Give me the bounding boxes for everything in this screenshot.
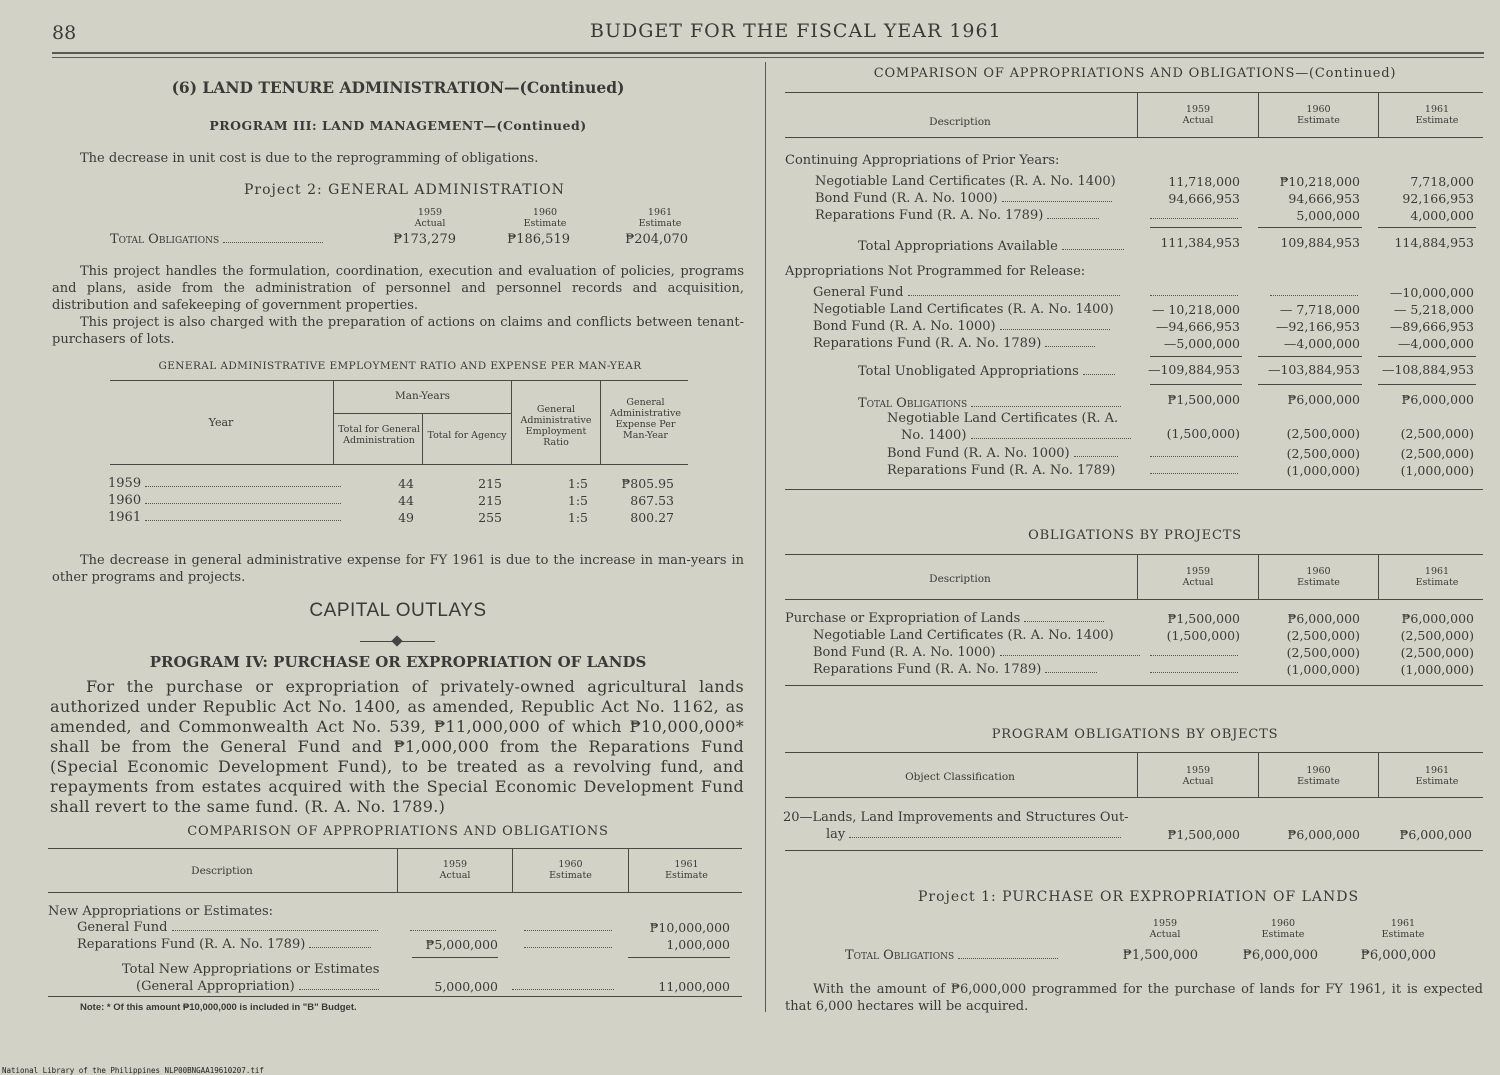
- page-title: BUDGET FOR THE FISCAL YEAR 1961: [590, 20, 1002, 42]
- p1-col-1960: 1960 Estimate: [1261, 918, 1305, 940]
- by-objects-h-desc: Object Classification: [905, 771, 1015, 783]
- decrease-note: The decrease in general administrative expense for FY 1961 is due to the increase in man-years in other programs and projects.: [52, 553, 744, 585]
- left-comp-row-blank: [410, 930, 496, 931]
- right-notprog-row-blank: [1270, 295, 1358, 296]
- left-comparison-title: COMPARISON OF APPROPRIATIONS AND OBLIGATIONS: [187, 824, 609, 839]
- right-comp-h-1960: 1960 Estimate: [1297, 104, 1340, 126]
- program4-title: PROGRAM IV: PURCHASE OR EXPROPRIATION OF LANDS: [149, 653, 647, 671]
- left-comp-total-label-2: (General Appropriation): [136, 979, 379, 994]
- header-rule-thin: [52, 57, 1484, 58]
- capital-outlays-heading: CAPITAL OUTLAYS: [309, 600, 487, 621]
- right-cont-row-value: 4,000,000: [1410, 208, 1474, 223]
- right-cont-row-label: Reparations Fund (R. A. No. 1789): [815, 208, 1099, 223]
- ratio-row-expense: ₱805.95: [621, 476, 674, 491]
- scan-footer: National Library of the Philippines NLP00BNGAA19610207.tif: [2, 1066, 264, 1075]
- right-cont-row-label: Negotiable Land Certificates (R. A. No. 1400): [815, 174, 1116, 189]
- ratio-row-year: 1959: [108, 476, 341, 491]
- by-projects-row-value: (2,500,000): [1400, 628, 1474, 643]
- by-projects-row-label: Bond Fund (R. A. No. 1000): [813, 645, 1140, 660]
- left-comp-sum-rule-1: [412, 957, 498, 958]
- left-comp-row-value: ₱5,000,000: [425, 937, 498, 952]
- by-projects-h-1961: 1961 Estimate: [1415, 566, 1459, 588]
- ratio-vline-4: [600, 381, 601, 464]
- p1-total-label: Total Obligations: [845, 948, 1058, 963]
- column-divider: [765, 62, 766, 1012]
- right-notprog-row-value: —89,666,953: [1389, 319, 1474, 334]
- header-rule: [52, 52, 1484, 54]
- by-objects-row-label-1: 20—Lands, Land Improvements and Structures Out-: [783, 810, 1129, 825]
- right-oblig-row-label: Negotiable Land Certificates (R. A.: [887, 411, 1119, 426]
- right-cont-row-value: 94,666,953: [1168, 191, 1240, 206]
- left-comp-h-1959: 1959 Actual: [439, 859, 471, 881]
- right-oblig-row-blank: [1150, 456, 1238, 457]
- left-comp-row-blank: [524, 947, 612, 948]
- project2-title: Project 2: GENERAL ADMINISTRATION: [244, 182, 565, 198]
- right-avail-rule-2: [1258, 227, 1362, 228]
- right-cont-row-blank: [1150, 218, 1238, 219]
- p1-value-1960: ₱6,000,000: [1242, 948, 1318, 963]
- by-projects-row-label: Reparations Fund (R. A. No. 1789): [813, 662, 1097, 677]
- ratio-vline-2: [422, 414, 423, 464]
- right-unob-rule-2: [1258, 356, 1362, 357]
- ratio-row-ratio: 1:5: [567, 493, 588, 508]
- by-projects-bottom-rule: [785, 685, 1483, 686]
- right-oblig-row-label-cont: No. 1400): [901, 428, 1131, 443]
- budget-note: Note: * Of this amount ₱10,000,000 is included in "B" Budget.: [80, 1002, 357, 1013]
- right-unobligated-1959: —109,884,953: [1147, 362, 1240, 377]
- right-cont-row-value: 94,666,953: [1288, 191, 1360, 206]
- right-cont-row-value: ₱10,218,000: [1279, 174, 1360, 189]
- right-obligations-label: Total Obligations: [858, 396, 1121, 411]
- right-obligations-1960: ₱6,000,000: [1287, 392, 1360, 407]
- ratio-table-title: GENERAL ADMINISTRATIVE EMPLOYMENT RATIO AND EXPENSE PER MAN-YEAR: [158, 360, 642, 372]
- right-notprog-row-value: —10,000,000: [1389, 285, 1474, 300]
- right-unobligated-label: Total Unobligated Appropriations: [858, 364, 1115, 379]
- right-notprog-row-value: — 10,218,000: [1151, 302, 1240, 317]
- p1-value-1959: ₱1,500,000: [1122, 948, 1198, 963]
- p2-col-1961: 1961 Estimate: [638, 207, 682, 229]
- ratio-h-man-years: Man-Years: [394, 390, 451, 402]
- ratio-vline-3: [511, 381, 512, 464]
- right-comp-bottom-rule: [785, 489, 1483, 490]
- left-comp-section: New Appropriations or Estimates:: [48, 904, 273, 919]
- ratio-row-agency: 215: [478, 493, 502, 508]
- by-objects-title: PROGRAM OBLIGATIONS BY OBJECTS: [991, 727, 1279, 742]
- right-avail-rule-1: [1150, 227, 1242, 228]
- left-comp-row-value: 1,000,000: [666, 937, 730, 952]
- p2-total-label: Total Obligations: [110, 232, 323, 247]
- right-cont-row-value: 92,166,953: [1402, 191, 1474, 206]
- by-projects-row-value: ₱6,000,000: [1401, 611, 1474, 626]
- right-notprog-row-value: —4,000,000: [1283, 336, 1360, 351]
- ratio-row-ratio: 1:5: [567, 510, 588, 525]
- right-oblig-rule-2: [1258, 384, 1362, 385]
- right-total-avail-1961: 114,884,953: [1394, 235, 1474, 250]
- right-notprog-row-label: Negotiable Land Certificates (R. A. No. 1400): [813, 302, 1114, 317]
- p2-value-1961: ₱204,070: [625, 232, 688, 247]
- right-avail-rule-3: [1378, 227, 1476, 228]
- left-comp-row-label: General Fund: [77, 920, 378, 935]
- left-comp-h-desc: Description: [191, 865, 253, 877]
- right-notprog-row-value: — 5,218,000: [1393, 302, 1474, 317]
- by-projects-h-1960: 1960 Estimate: [1297, 566, 1340, 588]
- by-projects-row-blank: [1150, 672, 1238, 673]
- ratio-row-ga: 44: [398, 476, 414, 491]
- by-objects-bottom-rule: [785, 850, 1483, 851]
- right-unobligated-1961: —108,884,953: [1381, 362, 1474, 377]
- right-total-avail-1959: 111,384,953: [1160, 235, 1240, 250]
- ratio-h-total-agency: Total for Agency: [427, 430, 507, 441]
- ratio-row-expense: 800.27: [630, 510, 674, 525]
- right-cont-row-value: 5,000,000: [1296, 208, 1360, 223]
- right-comp-h-1961: 1961 Estimate: [1415, 104, 1459, 126]
- right-cont-row-value: 7,718,000: [1410, 174, 1474, 189]
- left-comp-total-1959: 5,000,000: [434, 979, 498, 994]
- ratio-manyears-rule: [334, 413, 511, 414]
- right-cont-row-value: 11,718,000: [1168, 174, 1240, 189]
- right-notprog-row-blank: [1150, 295, 1238, 296]
- by-projects-row-value: (1,000,000): [1400, 662, 1474, 677]
- by-projects-row-value: (2,500,000): [1400, 645, 1474, 660]
- by-objects-h-1959: 1959 Actual: [1182, 765, 1214, 787]
- left-comp-top-rule: [48, 848, 742, 849]
- right-notprog-row-value: — 7,718,000: [1279, 302, 1360, 317]
- ratio-row-ga: 44: [398, 493, 414, 508]
- ratio-h-ratio: General Administrative Employment Ratio: [520, 404, 592, 448]
- by-projects-row-value: (1,500,000): [1166, 628, 1240, 643]
- by-objects-h-1960: 1960 Estimate: [1297, 765, 1340, 787]
- right-cont-section: Continuing Appropriations of Prior Years:: [785, 153, 1060, 168]
- ratio-table-head-rule: [110, 464, 688, 465]
- by-objects-1960: ₱6,000,000: [1287, 827, 1360, 842]
- right-oblig-rule-1: [1150, 384, 1242, 385]
- project2-paragraph-2: This project is also charged with the preparation of actions on claims and conflicts between tenant-purchasers of lots.: [52, 315, 744, 347]
- ratio-h-expense: General Administrative Expense Per Man-Year: [610, 397, 681, 441]
- right-notprog-row-label: Bond Fund (R. A. No. 1000): [813, 319, 1110, 334]
- right-oblig-row-value: (2,500,000): [1286, 446, 1360, 461]
- left-comp-head-rule: [48, 892, 742, 893]
- left-comp-h-1961: 1961 Estimate: [665, 859, 708, 881]
- ratio-row-agency: 255: [478, 510, 502, 525]
- ratio-row-year: 1961: [108, 510, 341, 525]
- right-oblig-row-value: (2,500,000): [1286, 426, 1360, 441]
- ratio-h-year: Year: [208, 416, 234, 429]
- right-comp-head-rule: [785, 137, 1483, 138]
- right-notprog-row-value: —92,166,953: [1275, 319, 1360, 334]
- by-projects-row-blank: [1150, 655, 1238, 656]
- by-projects-head-rule: [785, 599, 1483, 600]
- right-obligations-1961: ₱6,000,000: [1401, 392, 1474, 407]
- right-oblig-row-label: Bond Fund (R. A. No. 1000): [887, 446, 1118, 461]
- right-oblig-row-value: (1,500,000): [1166, 426, 1240, 441]
- by-projects-title: OBLIGATIONS BY PROJECTS: [1028, 528, 1242, 543]
- by-projects-row-value: ₱6,000,000: [1287, 611, 1360, 626]
- right-total-avail-label: Total Appropriations Available: [858, 239, 1124, 254]
- by-projects-row-value: (1,000,000): [1286, 662, 1360, 677]
- ratio-row-ga: 49: [398, 510, 414, 525]
- by-projects-row-label: Purchase or Expropriation of Lands: [785, 611, 1104, 626]
- by-objects-head-rule: [785, 797, 1483, 798]
- right-oblig-row-blank: [1150, 473, 1238, 474]
- right-cont-row-label: Bond Fund (R. A. No. 1000): [815, 191, 1112, 206]
- right-oblig-row-label: Reparations Fund (R. A. No. 1789): [887, 463, 1116, 478]
- ratio-row-expense: 867.53: [630, 493, 674, 508]
- right-unobligated-1960: —103,884,953: [1267, 362, 1360, 377]
- left-comp-row-value: ₱10,000,000: [649, 920, 730, 935]
- ratio-row-agency: 215: [478, 476, 502, 491]
- left-comp-row-blank: [524, 930, 612, 931]
- right-comparison-title: COMPARISON OF APPROPRIATIONS AND OBLIGATIONS—(Continued): [873, 66, 1397, 81]
- p1-col-1961: 1961 Estimate: [1381, 918, 1425, 940]
- right-oblig-rule-3: [1378, 384, 1476, 385]
- left-comp-row-label: Reparations Fund (R. A. No. 1789): [77, 937, 371, 952]
- left-comp-sum-rule-3: [628, 957, 730, 958]
- right-oblig-row-value: (1,000,000): [1286, 463, 1360, 478]
- by-objects-row-label-2: lay: [826, 827, 1121, 842]
- by-objects-1959: ₱1,500,000: [1167, 827, 1240, 842]
- closing-paragraph: With the amount of ₱6,000,000 programmed for the purchase of lands for FY 1961, it is expected that 6,000 hectares will be acquired.: [785, 982, 1483, 1014]
- right-notprog-row-value: —94,666,953: [1155, 319, 1240, 334]
- program-title: PROGRAM III: LAND MANAGEMENT—(Continued): [209, 118, 587, 133]
- by-projects-h-1959: 1959 Actual: [1182, 566, 1214, 588]
- right-comp-h-1959: 1959 Actual: [1182, 104, 1214, 126]
- right-unob-rule-3: [1378, 356, 1476, 357]
- ratio-table-top-rule: [110, 380, 688, 381]
- p2-col-1960: 1960 Estimate: [523, 207, 567, 229]
- right-notprog-row-label: Reparations Fund (R. A. No. 1789): [813, 336, 1095, 351]
- right-notprog-row-value: —5,000,000: [1163, 336, 1240, 351]
- right-total-avail-1960: 109,884,953: [1280, 235, 1360, 250]
- p2-col-1959: 1959 Actual: [414, 207, 446, 229]
- by-projects-h-desc: Description: [929, 573, 991, 585]
- by-objects-h-1961: 1961 Estimate: [1415, 765, 1459, 787]
- right-oblig-row-value: (1,000,000): [1400, 463, 1474, 478]
- right-unob-rule-1: [1150, 356, 1242, 357]
- right-oblig-row-value: (2,500,000): [1400, 446, 1474, 461]
- by-objects-1961: ₱6,000,000: [1399, 827, 1472, 842]
- project1-title: Project 1: PURCHASE OR EXPROPRIATION OF LANDS: [918, 889, 1360, 905]
- right-comp-h-desc: Description: [929, 116, 991, 128]
- ornament-diamond: [391, 635, 402, 646]
- by-projects-row-value: (2,500,000): [1286, 628, 1360, 643]
- right-obligations-1959: ₱1,500,000: [1167, 392, 1240, 407]
- right-notprog-row-value: —4,000,000: [1397, 336, 1474, 351]
- by-projects-row-value: ₱1,500,000: [1167, 611, 1240, 626]
- right-oblig-row-value: (2,500,000): [1400, 426, 1474, 441]
- left-comp-total-label-1: Total New Appropriations or Estimates: [122, 962, 380, 977]
- left-comp-total-1960-blank: [512, 989, 614, 990]
- section-title: (6) LAND TENURE ADMINISTRATION—(Continued): [171, 78, 625, 97]
- by-projects-row-label: Negotiable Land Certificates (R. A. No. 1400): [813, 628, 1114, 643]
- ratio-row-ratio: 1:5: [567, 476, 588, 491]
- left-comp-bottom-rule: [48, 996, 742, 997]
- left-comp-total-1961: 11,000,000: [658, 979, 730, 994]
- p1-value-1961: ₱6,000,000: [1360, 948, 1436, 963]
- page-number: 88: [52, 22, 77, 44]
- right-notprog-section: Appropriations Not Programmed for Release:: [785, 264, 1086, 279]
- program4-paragraph: For the purchase or expropriation of privately-owned agricultural lands authorized under Republic Act No. 1400, as amended, Republic Act No. 1162, as amended, and Commonwealth Act No. 539, ₱11,000,000 of which ₱10,000,000* shall be from the General Fund and ₱1,000,000 from the Reparations Fund (Special Economic Development Fund), to be treated as a revolving fund, and repayments from estates acquired with the Special Economic Development Fund shall revert to the same fund. (R. A. No. 1789.): [50, 677, 744, 816]
- project2-paragraph-1: This project handles the formulation, coordination, execution and evaluation of policies, programs and plans, aside from the administration of personnel and personnel records and acquisition, distribution and safekeeping of government properties.: [52, 264, 744, 313]
- by-projects-row-value: (2,500,000): [1286, 645, 1360, 660]
- right-notprog-row-label: General Fund: [813, 285, 1120, 300]
- p1-col-1959: 1959 Actual: [1149, 918, 1181, 940]
- ratio-row-year: 1960: [108, 493, 341, 508]
- ratio-h-total-ga: Total for General Administration: [338, 424, 420, 446]
- p2-value-1960: ₱186,519: [507, 232, 570, 247]
- left-comp-h-1960: 1960 Estimate: [549, 859, 592, 881]
- p2-value-1959: ₱173,279: [393, 232, 456, 247]
- unit-cost-note: The decrease in unit cost is due to the reprogramming of obligations.: [80, 151, 539, 166]
